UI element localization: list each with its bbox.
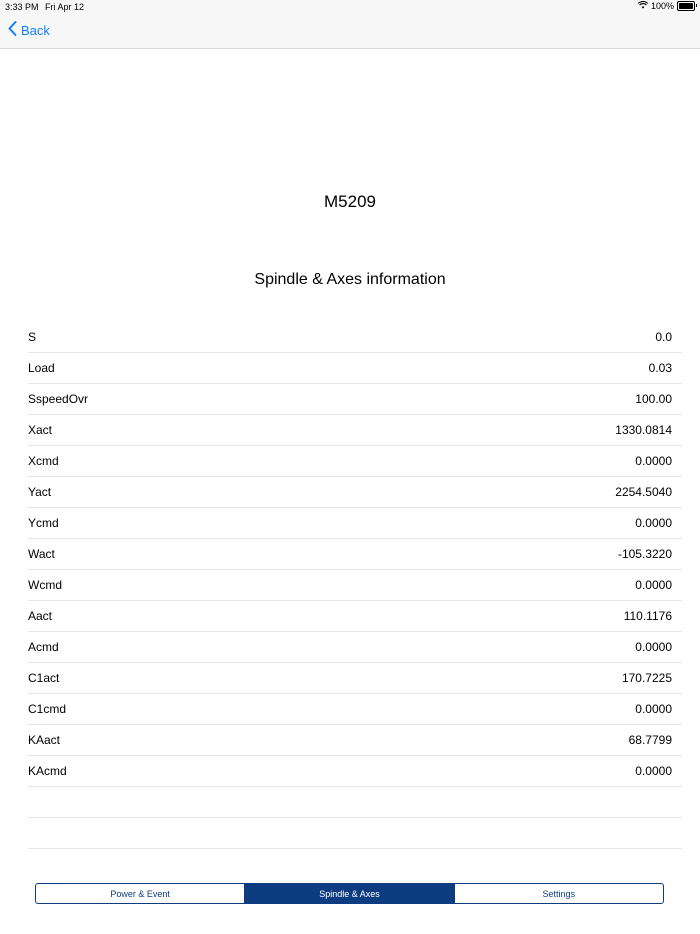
row-label: S [28,330,37,344]
table-row [28,353,682,384]
wifi-icon [638,1,648,11]
row-label: Wcmd [28,578,62,592]
tab-settings[interactable]: Settings [454,884,663,903]
table-row [28,477,682,508]
row-value: -105.3220 [617,547,672,561]
row-label: KAact [28,733,61,747]
row-value: 100.00 [635,392,672,406]
row-value: 0.03 [648,361,672,375]
row-value: 0.0 [655,330,672,344]
back-button[interactable] [8,21,50,39]
row-value: 0.0000 [635,454,672,468]
tab-power-event[interactable]: Power & Event [110,888,170,899]
row-label: Ycmd [28,516,59,530]
row-label: Load [28,361,55,375]
table-row [28,384,682,415]
row-label: Aact [28,609,53,623]
row-label: SspeedOvr [28,392,89,406]
table-row [28,322,682,353]
back-label: Back [21,22,50,38]
segmented-control [35,883,664,904]
chevron-left-icon [8,21,21,39]
row-label: Yact [28,485,52,499]
battery-icon [677,1,695,11]
table-row [28,601,682,632]
table-row [28,508,682,539]
table-row [28,725,682,756]
row-value: 0.0000 [635,764,672,778]
battery-percent: 100% [650,1,674,11]
row-label: KAcmd [28,764,67,778]
table-row [28,570,682,601]
row-value: 0.0000 [635,578,672,592]
row-label: Xact [28,423,53,437]
row-label: Xcmd [28,454,59,468]
status-indicators [638,1,695,11]
table-row [28,632,682,663]
table-row [28,663,682,694]
row-value: 2254.5040 [615,485,672,499]
status-bar [0,0,700,14]
row-label: C1cmd [28,702,67,716]
spindle-axes-table [28,322,682,849]
row-label: Wact [28,547,55,561]
table-row [28,694,682,725]
table-row [28,415,682,446]
row-label: C1act [28,671,60,685]
table-row [28,539,682,570]
row-value: 110.1176 [623,609,672,623]
table-row [28,446,682,477]
row-value: 1330.0814 [615,423,672,437]
table-row [28,756,682,787]
row-value: 170.7225 [621,671,672,685]
machine-name: M5209 [324,192,376,211]
status-date: Fri Apr 12 [45,2,85,12]
navigation-bar [0,14,700,49]
row-label: Acmd [28,640,59,654]
status-time: 3:33 PM [5,2,39,12]
section-title: Spindle & Axes information [254,271,446,288]
tab-spindle-axes[interactable]: Spindle & Axes [244,884,453,903]
table-row [28,818,682,849]
row-value: 0.0000 [635,516,672,530]
table-row [28,787,682,818]
row-value: 0.0000 [635,640,672,654]
row-value: 68.7799 [628,733,672,747]
row-value: 0.0000 [635,702,672,716]
